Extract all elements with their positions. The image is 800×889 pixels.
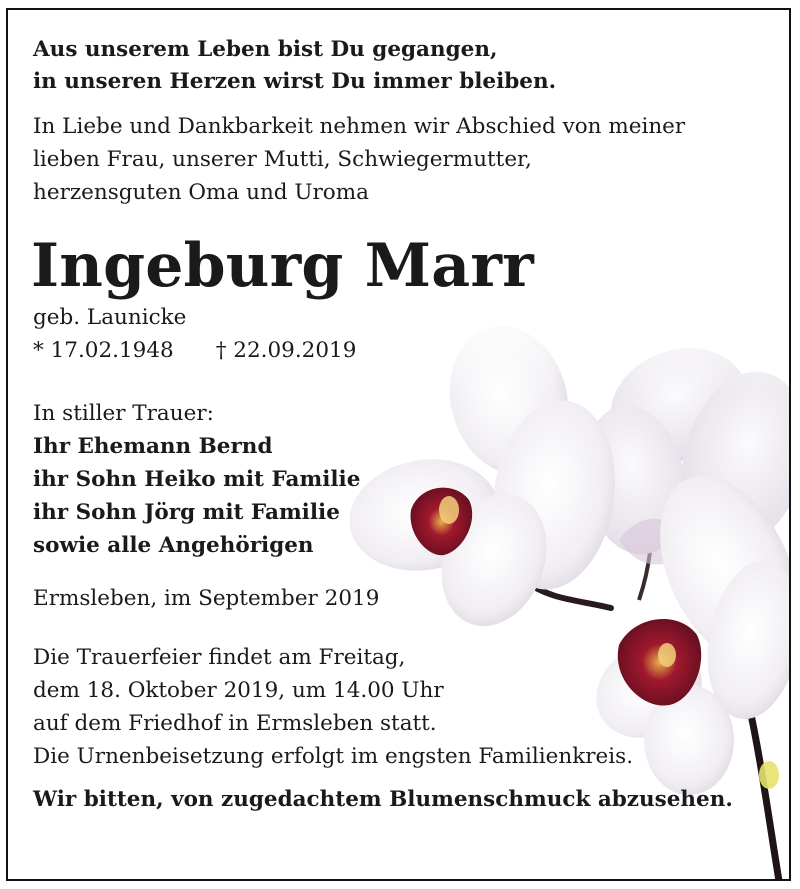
funeral-line: Die Trauerfeier findet am Freitag, (33, 645, 406, 670)
mourner-item: ihr Sohn Heiko mit Familie (33, 467, 361, 492)
death-date: † 22.09.2019 (215, 338, 357, 363)
motto-line: Aus unserem Leben bist Du gegangen, (33, 37, 498, 62)
intro-line: In Liebe und Dankbarkeit nehmen wir Abschied von meiner (33, 114, 686, 139)
flower-request: Wir bitten, von zugedachtem Blumenschmuck abzusehen. (33, 787, 733, 812)
place-date: Ermsleben, im September 2019 (33, 586, 380, 611)
intro-text (33, 110, 769, 209)
funeral-line: dem 18. Oktober 2019, um 14.00 Uhr (33, 678, 444, 703)
birth-date: * 17.02.1948 (33, 338, 174, 363)
mourner-item: ihr Sohn Jörg mit Familie (33, 500, 340, 525)
funeral-info (33, 641, 769, 773)
mourners-intro: In stiller Trauer: (33, 401, 214, 426)
deceased-name: Ingeburg Marr (31, 231, 534, 301)
life-dates (33, 334, 769, 367)
funeral-line: Die Urnenbeisetzung erfolgt im engsten Familienkreis. (33, 744, 634, 769)
intro-line: lieben Frau, unserer Mutti, Schwiegermutter, (33, 147, 532, 172)
intro-line: herzensguten Oma und Uroma (33, 180, 369, 205)
funeral-line: auf dem Friedhof in Ermsleben statt. (33, 711, 437, 736)
obituary-content (33, 34, 769, 816)
mourner-item: Ihr Ehemann Bernd (33, 434, 273, 459)
motto-line: in unseren Herzen wirst Du immer bleiben. (33, 69, 557, 94)
birth-name: geb. Launicke (33, 305, 187, 330)
obituary-frame (6, 8, 791, 881)
motto (33, 34, 769, 98)
mourner-item: sowie alle Angehörigen (33, 533, 314, 558)
